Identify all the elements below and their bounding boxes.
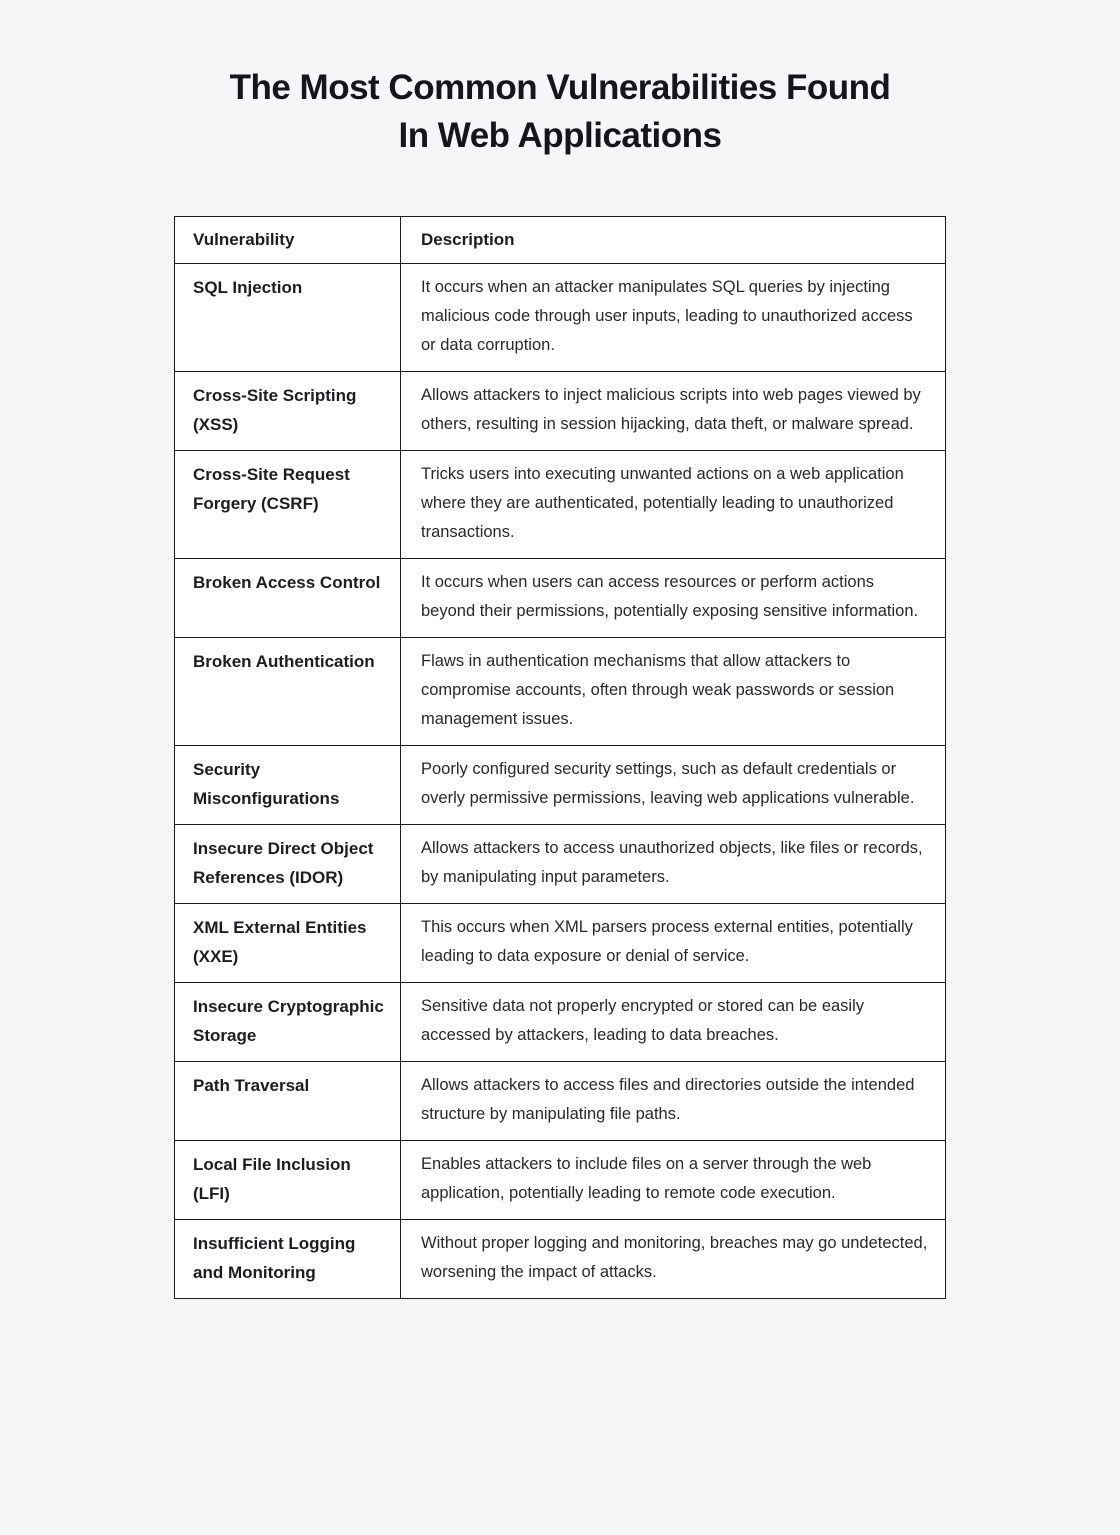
table-row [175, 372, 946, 451]
vulnerability-cell: Cross-Site Request Forgery (CSRF) [175, 451, 401, 559]
description-cell: Sensitive data not properly encrypted or stored can be easily accessed by attackers, leading to data breaches. [401, 983, 946, 1062]
page-title [0, 64, 1120, 160]
column-header-description: Description [401, 217, 946, 264]
table-row [175, 904, 946, 983]
vulnerability-cell: Cross-Site Scripting (XSS) [175, 372, 401, 451]
vulnerability-cell: Insecure Direct Object References (IDOR) [175, 825, 401, 904]
description-cell: Flaws in authentication mechanisms that allow attackers to compromise accounts, often through weak passwords or session management issues. [401, 638, 946, 746]
vulnerability-cell: Local File Inclusion (LFI) [175, 1141, 401, 1220]
vulnerability-cell: Insecure Cryptographic Storage [175, 983, 401, 1062]
table-row [175, 983, 946, 1062]
description-cell: Allows attackers to access unauthorized objects, like files or records, by manipulating input parameters. [401, 825, 946, 904]
description-cell: Allows attackers to inject malicious scripts into web pages viewed by others, resulting in session hijacking, data theft, or malware spread. [401, 372, 946, 451]
description-cell: Tricks users into executing unwanted actions on a web application where they are authenticated, potentially leading to unauthorized transactions. [401, 451, 946, 559]
description-cell: It occurs when users can access resources or perform actions beyond their permissions, potentially exposing sensitive information. [401, 559, 946, 638]
column-header-vulnerability: Vulnerability [175, 217, 401, 264]
vulnerability-cell: Broken Access Control [175, 559, 401, 638]
table-row [175, 825, 946, 904]
table-body [175, 264, 946, 1299]
description-cell: It occurs when an attacker manipulates SQL queries by injecting malicious code through user inputs, leading to unauthorized access or data corruption. [401, 264, 946, 372]
table-row [175, 264, 946, 372]
description-cell: Without proper logging and monitoring, breaches may go undetected, worsening the impact of attacks. [401, 1220, 946, 1299]
table-row [175, 638, 946, 746]
vulnerability-cell: Insufficient Logging and Monitoring [175, 1220, 401, 1299]
table-row [175, 746, 946, 825]
page-title-line-2: In Web Applications [398, 116, 722, 155]
description-cell: Poorly configured security settings, such as default credentials or overly permissive permissions, leaving web applications vulnerable. [401, 746, 946, 825]
description-cell: Allows attackers to access files and directories outside the intended structure by manipulating file paths. [401, 1062, 946, 1141]
description-cell: This occurs when XML parsers process external entities, potentially leading to data exposure or denial of service. [401, 904, 946, 983]
vulnerability-cell: Path Traversal [175, 1062, 401, 1141]
table-header-row [175, 217, 946, 264]
vulnerability-cell: Broken Authentication [175, 638, 401, 746]
vulnerability-cell: XML External Entities (XXE) [175, 904, 401, 983]
description-cell: Enables attackers to include files on a server through the web application, potentially leading to remote code execution. [401, 1141, 946, 1220]
table-row [175, 1062, 946, 1141]
table-row [175, 1220, 946, 1299]
table-row [175, 451, 946, 559]
vulnerabilities-table [174, 216, 946, 1299]
table-row [175, 559, 946, 638]
vulnerability-cell: SQL Injection [175, 264, 401, 372]
table-row [175, 1141, 946, 1220]
vulnerability-cell: Security Misconfigurations [175, 746, 401, 825]
page-title-line-1: The Most Common Vulnerabilities Found [229, 68, 891, 107]
